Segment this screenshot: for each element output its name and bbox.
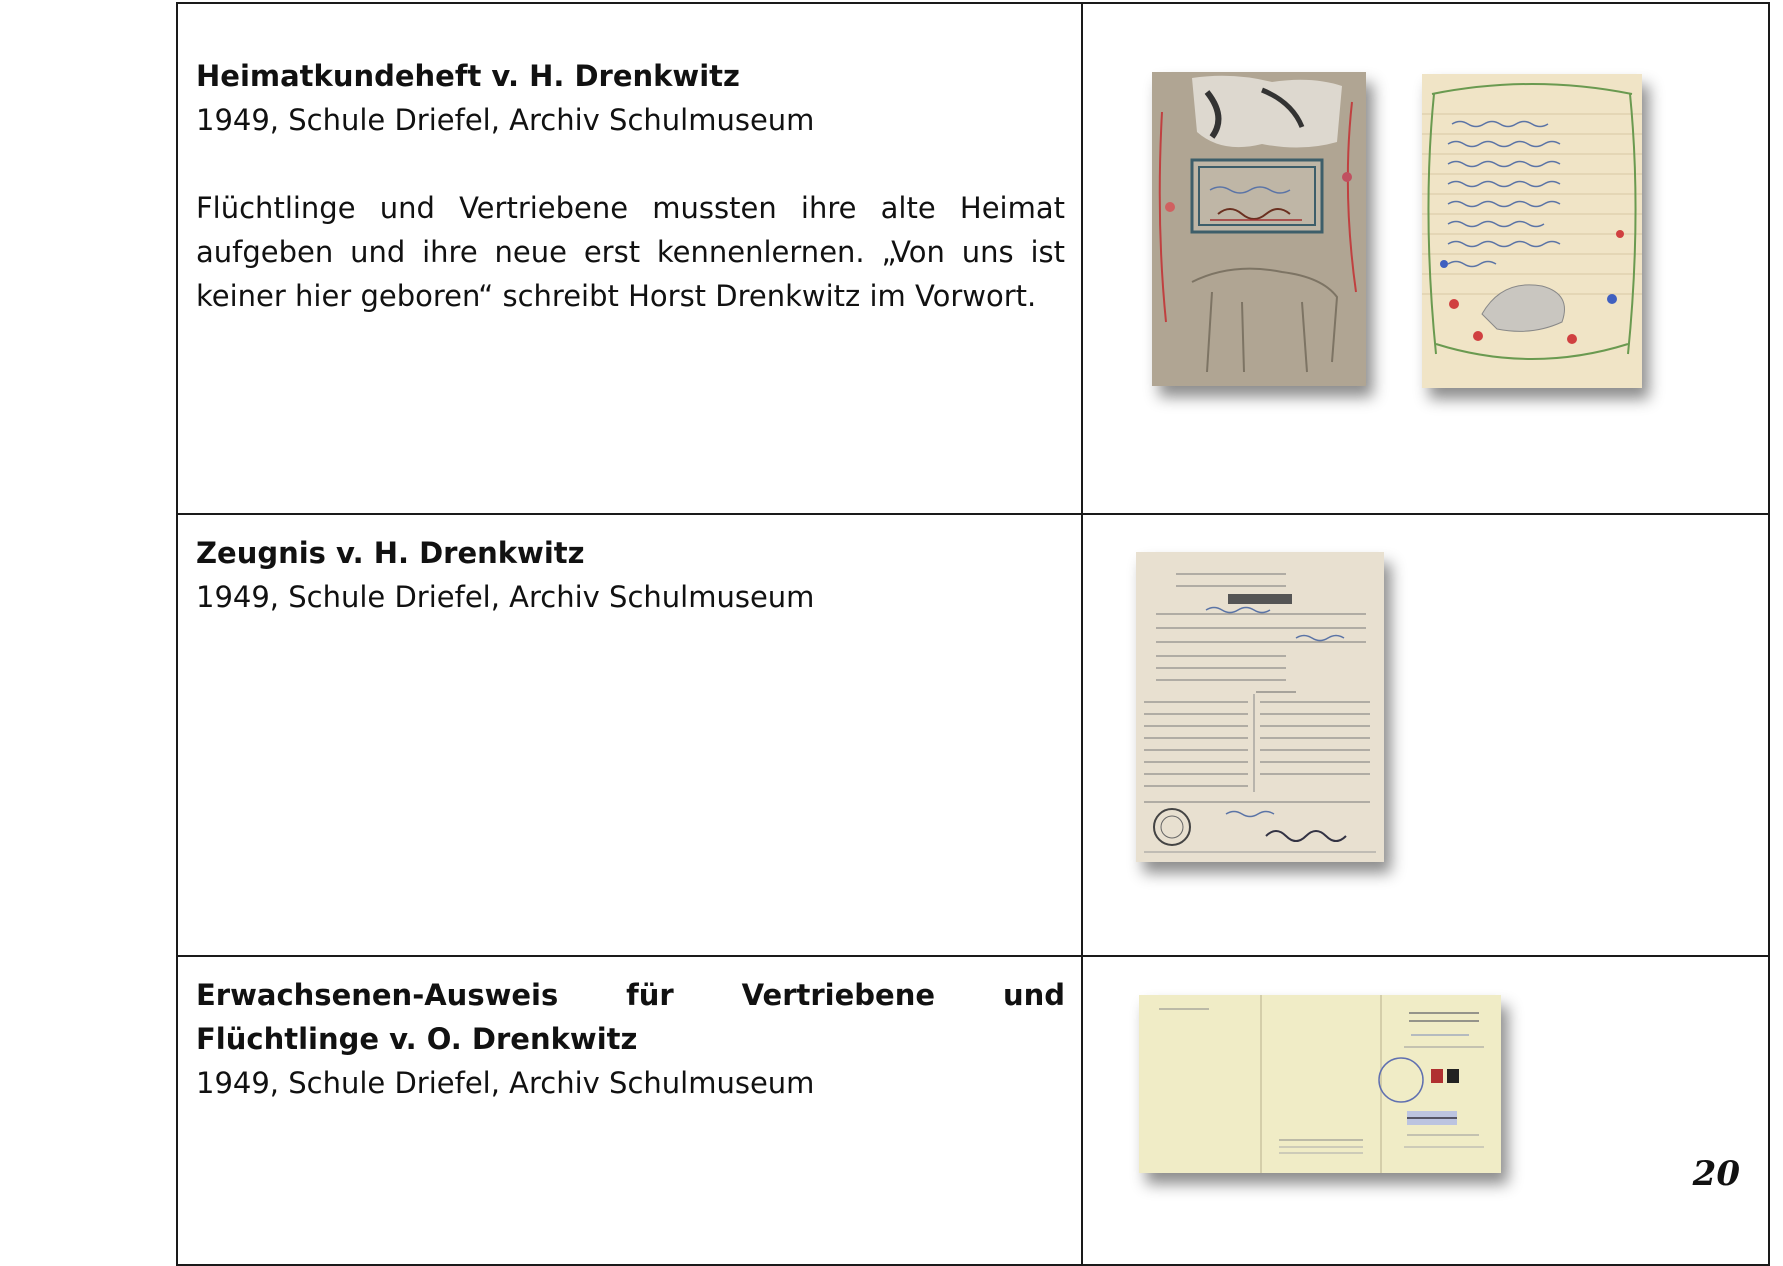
text-cell xyxy=(177,3,1082,514)
table-row xyxy=(177,514,1769,956)
entry-meta: 1949, Schule Driefel, Archiv Schulmuseum xyxy=(196,1066,815,1100)
school-report-photo xyxy=(1136,552,1384,862)
notebook-cover-photo xyxy=(1152,72,1366,386)
catalog-table xyxy=(176,2,1770,1266)
notebook-foreword-photo xyxy=(1422,74,1642,388)
id-card-photo xyxy=(1139,995,1501,1173)
entry-title: Zeugnis v. H. Drenkwitz xyxy=(196,536,585,570)
page-number: 20 xyxy=(1692,1154,1740,1194)
text-cell xyxy=(177,956,1082,1265)
image-cell xyxy=(1082,3,1769,514)
entry-title: Erwachsenen-Ausweis für Vertriebene und Flüchtlinge v. O. Drenkwitz xyxy=(196,978,1065,1056)
entry-description: Flüchtlinge und Vertriebene mussten ihre alte Heimat aufgeben und ihre neue erst kennenlernen. „Von uns ist keiner hier geboren“ schreibt Horst Drenkwitz im Vorwort. xyxy=(196,191,1065,313)
table-row xyxy=(177,956,1769,1265)
image-cell xyxy=(1082,956,1769,1265)
text-cell xyxy=(177,514,1082,956)
table-row xyxy=(177,3,1769,514)
entry-title: Heimatkundeheft v. H. Drenkwitz xyxy=(196,59,740,93)
image-cell xyxy=(1082,514,1769,956)
entry-meta: 1949, Schule Driefel, Archiv Schulmuseum xyxy=(196,580,815,614)
entry-meta: 1949, Schule Driefel, Archiv Schulmuseum xyxy=(196,103,815,137)
